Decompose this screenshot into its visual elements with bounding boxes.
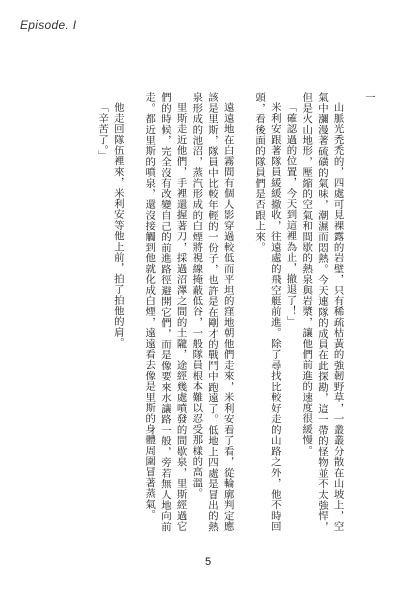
paragraph: 里斯走近他們，手裡還握著刀，採過沼澤之間的土隴，途經幾處噴發的間歇泉，里斯經過它們的時候，完全沒有改變自己的前進路徑避開它們，而是像要來水讓路一般，旁若無人地向前走。都近里斯的噴泉，還沒接觸到他就化成白煙，遠遠看去像是里斯的身體周圍冒著蒸氣。 xyxy=(143,92,187,532)
episode-header: Episode. I xyxy=(20,18,77,32)
paragraph: 他走回隊伍裡來，米利安等他上前，拍了拍他的肩。 xyxy=(111,102,124,349)
paragraph: 「辛苦了。」 xyxy=(96,102,109,162)
chapter-mark: 一 xyxy=(363,92,375,103)
page-number: 5 xyxy=(204,556,212,568)
section-gap xyxy=(235,92,251,102)
section-gap xyxy=(345,92,361,102)
paragraph: 遠遠地在白霧間有個人影穿過較低而平坦的窪地朝他們走來，米利安看了看，從輪廓判定應該是里斯，隊員中比較年輕的一份子，也許是在剛才的戰鬥中跑遠了。低地上四處是冒出的熱泉形成的池沼，蒸汽形成的白煙將視線掩蔽低谷，一般隊員根本難以忍受那樣的高溫。 xyxy=(190,92,234,532)
paragraph: 「確認過的位置，今天到這裡為止，撤退了！」 xyxy=(284,102,297,328)
paragraph: 山脈光禿禿的，四處可見裸露的岩壁，只有稀疏枯黃的強韌野草，一叢叢分散在山坡上，空氣中瀰漫著硫磺的氣味，潮濕而悶熱。今天連隊的成員在此探勘，這一帶的怪物並不太強悍，但是火山地形，壓縮的空氣和間歇的熱泉與岩漿，讓他們前進的速度很緩慢。 xyxy=(300,92,344,532)
vertical-body-text xyxy=(93,92,376,532)
paragraph: 米利安跟著隊員緩緩撤收，往遠處的飛空艇前進。除了尋找比較好走的山路之外，他不時回頭，看後面的隊員們是否跟上來。 xyxy=(253,92,281,532)
section-gap xyxy=(125,92,141,102)
